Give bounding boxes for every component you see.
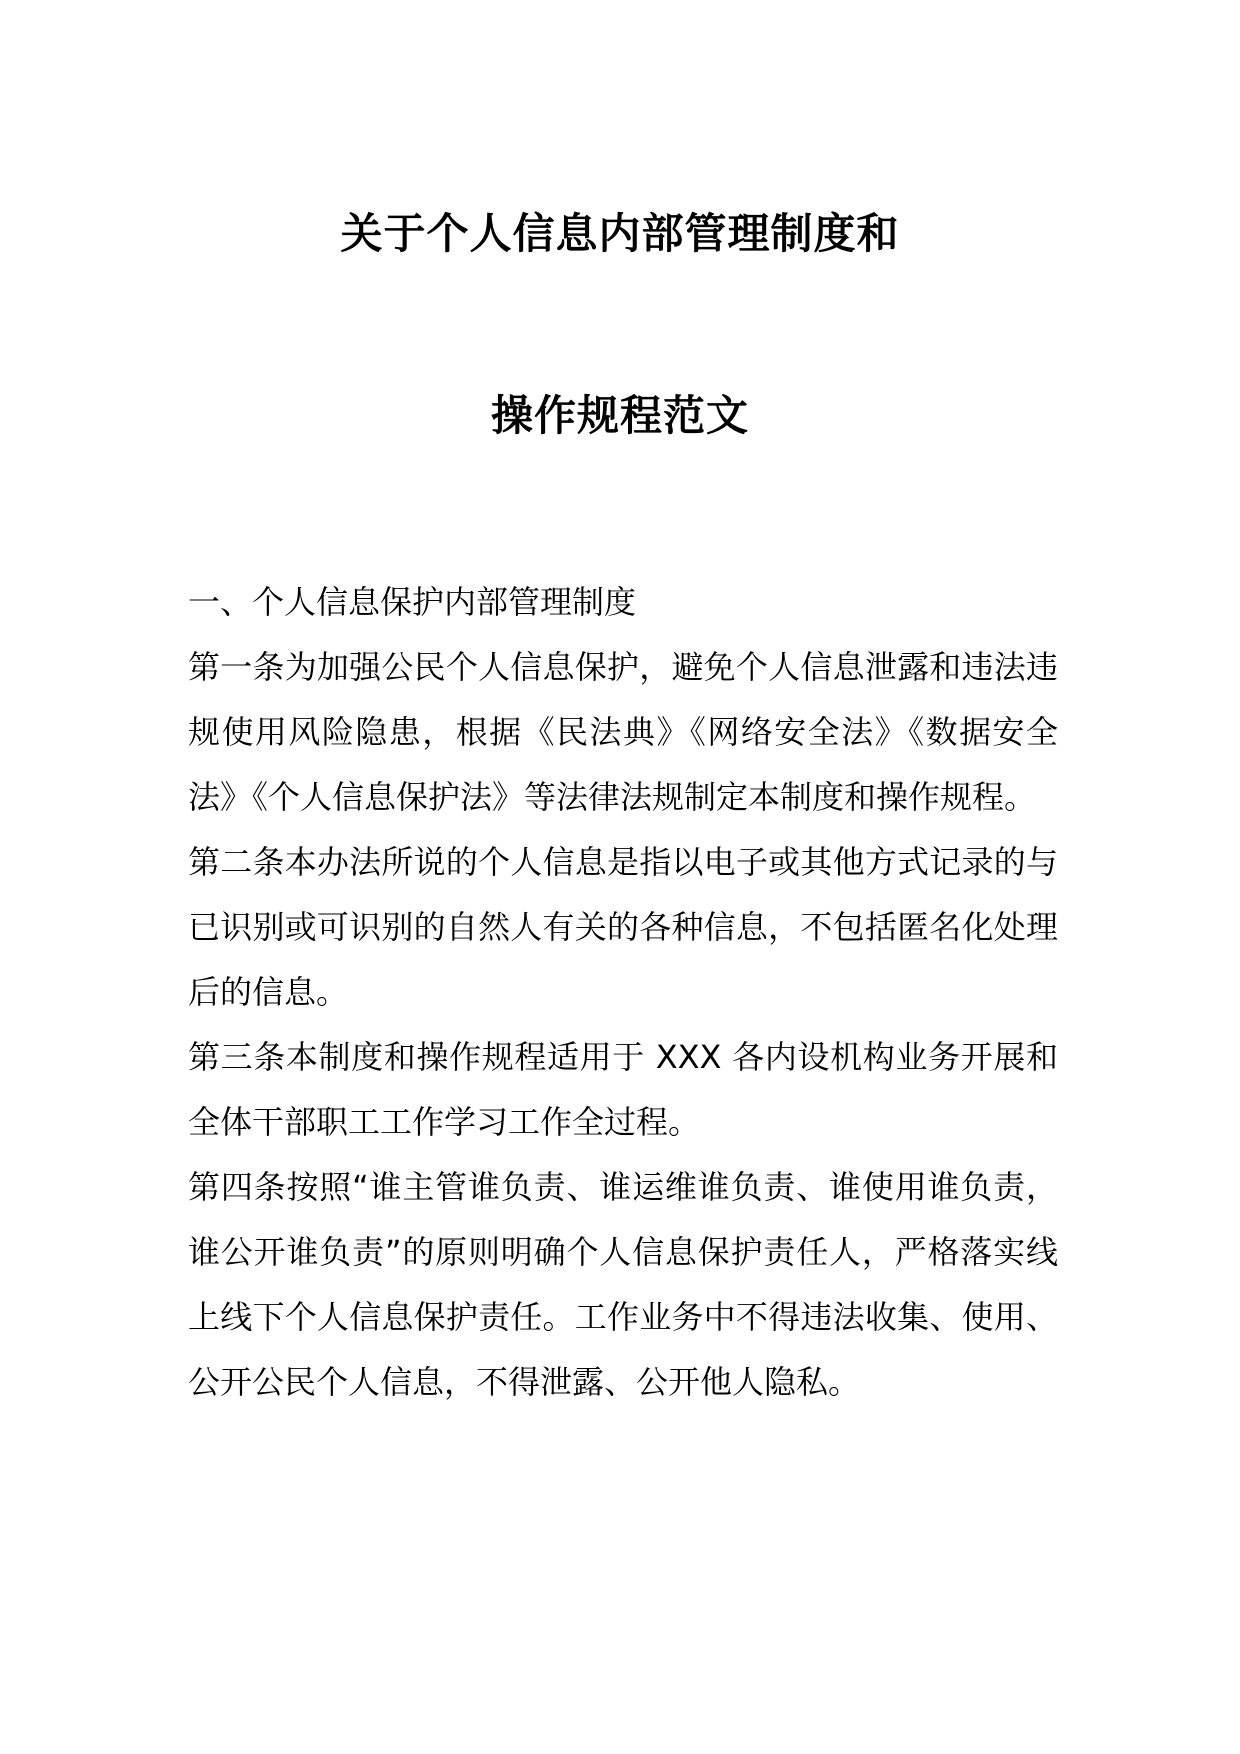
document-title-line-1: 关于个人信息内部管理制度和 [340, 209, 900, 258]
document-title-line-2: 操作规程范文 [490, 391, 749, 440]
article-3-paragraph: 第三条本制度和操作规程适用于 XXX 各内设机构业务开展和全体干部职工工作学习工作全过程。 [188, 1038, 1058, 1141]
document-body [188, 570, 1058, 1415]
article-4-paragraph: 第四条按照“谁主管谁负责、谁运维谁负责、谁使用谁负责，谁公开谁负责”的原则明确个人信息保护责任人，严格落实线上线下个人信息保护责任。工作业务中不得违法收集、使用、公开公民个人信息，不得泄露、公开他人隐私。 [188, 1168, 1058, 1401]
article-2-paragraph: 第二条本办法所说的个人信息是指以电子或其他方式记录的与已识别或可识别的自然人有关的各种信息，不包括匿名化处理后的信息。 [188, 843, 1058, 1011]
article-1-paragraph: 第一条为加强公民个人信息保护，避免个人信息泄露和违法违规使用风险隐患，根据《民法典》《网络安全法》《数据安全法》《个人信息保护法》等法律法规制定本制度和操作规程。 [188, 648, 1058, 816]
section-heading: 一、个人信息保护内部管理制度 [188, 583, 637, 621]
